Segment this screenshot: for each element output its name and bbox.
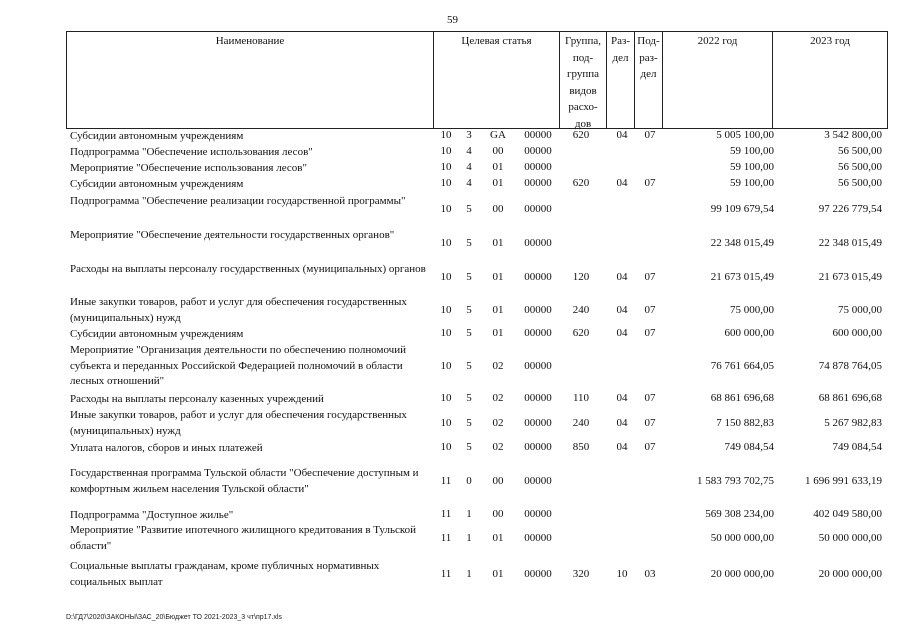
row-sub: 07 — [644, 129, 656, 141]
table-row — [0, 161, 905, 177]
row-sub: 07 — [644, 327, 656, 339]
row-t4: 00000 — [524, 532, 552, 544]
row-t4: 00000 — [524, 237, 552, 249]
row-year-2022: 50 000 000,00 — [710, 532, 774, 544]
row-t3: 01 — [492, 532, 504, 544]
row-t1: 10 — [440, 203, 452, 215]
row-t4: 00000 — [524, 271, 552, 283]
row-t1: 10 — [440, 237, 452, 249]
row-t1: 10 — [440, 161, 452, 173]
table-row — [0, 343, 905, 391]
row-t2: 4 — [466, 177, 472, 189]
row-grp: 620 — [572, 327, 590, 339]
row-name: Субсидии автономным учреждениям — [70, 328, 244, 340]
table-row — [0, 408, 905, 440]
row-year-2023: 1 696 991 633,19 — [805, 475, 882, 487]
row-year-2022: 76 761 664,05 — [710, 360, 774, 372]
row-sub: 03 — [644, 568, 656, 580]
row-grp: 240 — [572, 417, 590, 429]
row-name: Субсидии автономным учреждениям — [70, 178, 244, 190]
row-sec: 04 — [616, 417, 628, 429]
row-grp: 240 — [572, 304, 590, 316]
header-2023: 2023 год — [772, 32, 887, 128]
row-year-2023: 75 000,00 — [838, 304, 882, 316]
row-t2: 0 — [466, 475, 472, 487]
row-t3: 01 — [492, 161, 504, 173]
row-t2: 5 — [466, 441, 472, 453]
row-sec: 04 — [616, 304, 628, 316]
row-name: Мероприятие "Развитие ипотечного жилищного кредитования в Тульской области" — [70, 524, 417, 552]
row-year-2023: 402 049 580,00 — [813, 508, 882, 520]
row-sub: 07 — [644, 392, 656, 404]
table-row — [0, 441, 905, 457]
row-year-2022: 21 673 015,49 — [710, 271, 774, 283]
row-name: Мероприятие "Обеспечение деятельности государственных органов" — [70, 229, 395, 241]
table-row — [0, 508, 905, 524]
table-row — [0, 228, 905, 260]
table-row — [0, 129, 905, 145]
row-grp: 620 — [572, 177, 590, 189]
row-name: Государственная программа Тульской области "Обеспечение доступным и комфортным жильем населения Тульской области" — [70, 467, 419, 495]
row-t1: 10 — [440, 441, 452, 453]
row-t4: 00000 — [524, 417, 552, 429]
row-t2: 4 — [466, 161, 472, 173]
row-year-2023: 22 348 015,49 — [818, 237, 882, 249]
row-t3: 01 — [492, 177, 504, 189]
row-t3: 02 — [492, 417, 504, 429]
row-t2: 5 — [466, 237, 472, 249]
row-year-2022: 749 084,54 — [724, 441, 774, 453]
row-year-2023: 3 542 800,00 — [824, 129, 882, 141]
row-sec: 04 — [616, 177, 628, 189]
row-sec: 04 — [616, 129, 628, 141]
row-name: Подпрограмма "Обеспечение реализации государственной программы" — [70, 195, 406, 207]
row-t1: 10 — [440, 304, 452, 316]
row-t1: 11 — [440, 475, 452, 487]
row-year-2023: 600 000,00 — [832, 327, 882, 339]
row-sub: 07 — [644, 271, 656, 283]
row-year-2022: 75 000,00 — [730, 304, 774, 316]
row-grp: 110 — [572, 392, 590, 404]
row-sub: 07 — [644, 177, 656, 189]
row-t3: 01 — [492, 237, 504, 249]
row-t3: 00 — [492, 475, 504, 487]
row-sec: 04 — [616, 392, 628, 404]
row-year-2023: 68 861 696,68 — [818, 392, 882, 404]
row-t3: 00 — [492, 508, 504, 520]
row-year-2022: 600 000,00 — [724, 327, 774, 339]
row-year-2023: 56 500,00 — [838, 161, 882, 173]
header-target: Целевая статья — [433, 32, 559, 128]
row-name: Уплата налогов, сборов и иных платежей — [70, 442, 263, 454]
row-year-2022: 59 100,00 — [730, 145, 774, 157]
page-number: 59 — [447, 14, 458, 26]
row-year-2022: 569 308 234,00 — [705, 508, 774, 520]
row-t1: 10 — [440, 360, 452, 372]
row-sub: 07 — [644, 441, 656, 453]
header-subsection: Под- раз- дел — [634, 32, 662, 128]
row-t4: 00000 — [524, 475, 552, 487]
row-t3: GA — [490, 129, 506, 141]
row-sub: 07 — [644, 417, 656, 429]
row-year-2023: 97 226 779,54 — [818, 203, 882, 215]
row-t4: 00000 — [524, 203, 552, 215]
row-t4: 00000 — [524, 129, 552, 141]
row-name: Иные закупки товаров, работ и услуг для обеспечения государственных (муниципальных) нужд — [70, 296, 407, 324]
table-header — [66, 31, 888, 129]
table-row — [0, 327, 905, 343]
row-t3: 01 — [492, 304, 504, 316]
row-sec: 10 — [616, 568, 628, 580]
row-year-2022: 7 150 882,83 — [716, 417, 774, 429]
table-row — [0, 295, 905, 327]
row-year-2023: 50 000 000,00 — [818, 532, 882, 544]
row-t1: 10 — [440, 327, 452, 339]
row-year-2022: 59 100,00 — [730, 177, 774, 189]
row-t4: 00000 — [524, 304, 552, 316]
row-name: Подпрограмма "Доступное жилье" — [70, 509, 234, 521]
row-t1: 11 — [440, 568, 452, 580]
row-sub: 07 — [644, 304, 656, 316]
row-year-2022: 59 100,00 — [730, 161, 774, 173]
row-t2: 5 — [466, 271, 472, 283]
row-t1: 10 — [440, 145, 452, 157]
row-year-2023: 5 267 982,83 — [824, 417, 882, 429]
row-year-2022: 5 005 100,00 — [716, 129, 774, 141]
row-t3: 00 — [492, 145, 504, 157]
table-row — [0, 177, 905, 193]
row-year-2022: 22 348 015,49 — [710, 237, 774, 249]
row-name: Социальные выплаты гражданам, кроме публичных нормативных социальных выплат — [70, 560, 380, 588]
table-row — [0, 392, 905, 408]
row-sec: 04 — [616, 271, 628, 283]
header-name: Наименование — [215, 35, 285, 47]
row-year-2023: 749 084,54 — [832, 441, 882, 453]
row-t3: 01 — [492, 271, 504, 283]
row-sec: 04 — [616, 327, 628, 339]
row-t2: 1 — [466, 568, 472, 580]
row-t1: 11 — [440, 508, 452, 520]
row-t1: 10 — [440, 417, 452, 429]
row-name: Расходы на выплаты персоналу государственных (муниципальных) органов — [70, 263, 426, 275]
row-t4: 00000 — [524, 161, 552, 173]
table-row — [0, 262, 905, 294]
row-year-2022: 68 861 696,68 — [710, 392, 774, 404]
row-t2: 3 — [466, 129, 472, 141]
table-row — [0, 466, 905, 498]
row-t2: 5 — [466, 360, 472, 372]
row-grp: 120 — [572, 271, 590, 283]
row-t2: 1 — [466, 532, 472, 544]
row-year-2022: 20 000 000,00 — [710, 568, 774, 580]
row-year-2022: 99 109 679,54 — [710, 203, 774, 215]
row-grp: 850 — [572, 441, 590, 453]
row-t4: 00000 — [524, 441, 552, 453]
row-t1: 10 — [440, 392, 452, 404]
row-t1: 10 — [440, 129, 452, 141]
row-t4: 00000 — [524, 327, 552, 339]
table-row — [0, 559, 905, 591]
row-t1: 10 — [440, 177, 452, 189]
row-t3: 02 — [492, 360, 504, 372]
row-t2: 5 — [466, 327, 472, 339]
row-name: Расходы на выплаты персоналу казенных учреждений — [70, 393, 324, 405]
row-t4: 00000 — [524, 508, 552, 520]
row-t4: 00000 — [524, 360, 552, 372]
row-t3: 01 — [492, 327, 504, 339]
row-year-2023: 74 878 764,05 — [818, 360, 882, 372]
table-row — [0, 194, 905, 226]
footer-file-path: D:\ГД7\2020\ЗАКОНЫ\ЗАС_20\Бюджет ТО 2021-2023_3 чт\пр17.xls — [66, 614, 282, 621]
row-t2: 5 — [466, 392, 472, 404]
row-sec: 04 — [616, 441, 628, 453]
row-year-2023: 56 500,00 — [838, 145, 882, 157]
row-t4: 00000 — [524, 392, 552, 404]
row-t2: 5 — [466, 304, 472, 316]
row-year-2023: 21 673 015,49 — [818, 271, 882, 283]
row-name: Иные закупки товаров, работ и услуг для обеспечения государственных (муниципальных) нужд — [70, 409, 407, 437]
row-t3: 02 — [492, 392, 504, 404]
table-row — [0, 523, 905, 555]
row-t2: 5 — [466, 417, 472, 429]
row-t4: 00000 — [524, 145, 552, 157]
row-year-2023: 56 500,00 — [838, 177, 882, 189]
header-section: Раз- дел — [606, 32, 634, 128]
header-group: Группа, под- группа видов расхо- дов — [559, 32, 606, 128]
table-row — [0, 145, 905, 161]
row-t1: 10 — [440, 271, 452, 283]
header-2022: 2022 год — [662, 32, 772, 128]
row-t3: 00 — [492, 203, 504, 215]
row-t3: 01 — [492, 568, 504, 580]
row-name: Мероприятие "Обеспечение использования лесов" — [70, 162, 307, 174]
row-t2: 1 — [466, 508, 472, 520]
row-t4: 00000 — [524, 177, 552, 189]
row-name: Субсидии автономным учреждениям — [70, 130, 244, 142]
row-t3: 02 — [492, 441, 504, 453]
row-name: Мероприятие "Организация деятельности по обеспечению полномочий субъекта и переданных Российской Федерацией полномочий в области лесных отношений" — [70, 344, 406, 387]
row-t1: 11 — [440, 532, 452, 544]
row-grp: 620 — [572, 129, 590, 141]
row-t4: 00000 — [524, 568, 552, 580]
row-t2: 5 — [466, 203, 472, 215]
row-year-2023: 20 000 000,00 — [818, 568, 882, 580]
row-name: Подпрограмма "Обеспечение использования лесов" — [70, 146, 313, 158]
row-grp: 320 — [572, 568, 590, 580]
row-year-2022: 1 583 793 702,75 — [697, 475, 774, 487]
row-t2: 4 — [466, 145, 472, 157]
